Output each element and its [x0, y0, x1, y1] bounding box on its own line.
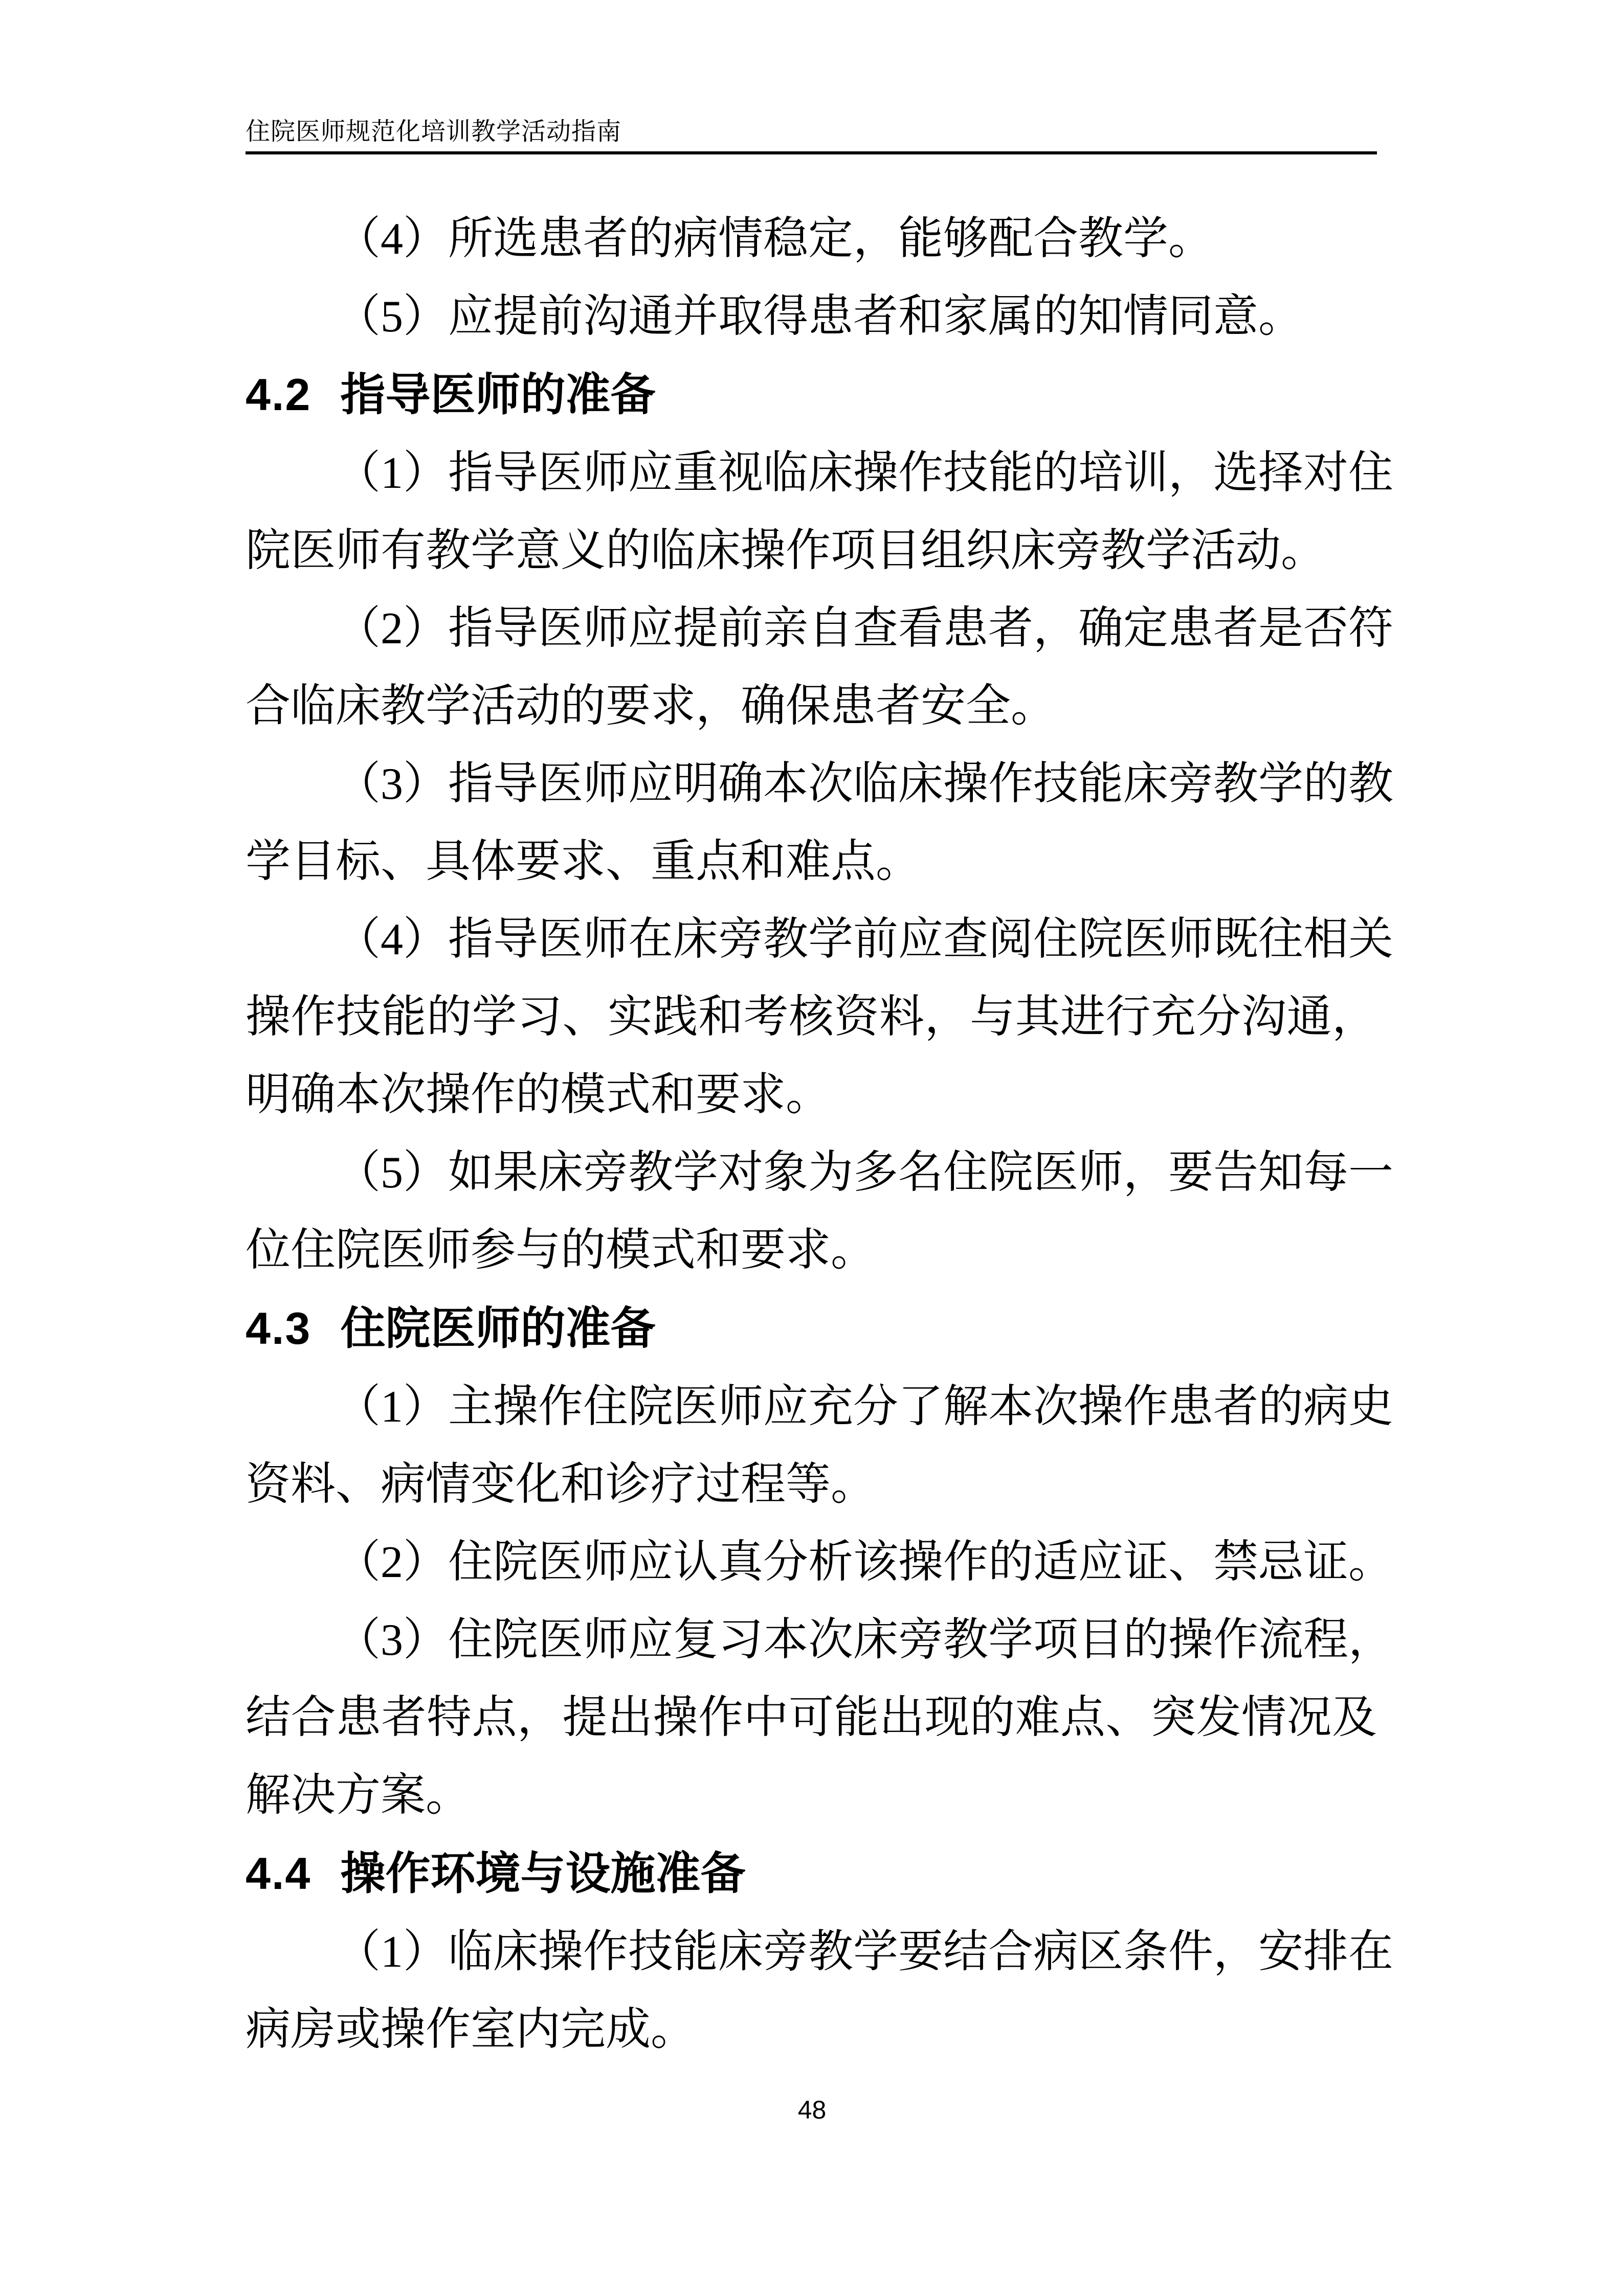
- paragraph-line: 合临床教学活动的要求，确保患者安全。: [246, 682, 1056, 731]
- section-heading: [246, 356, 1377, 435]
- section-heading: [246, 1835, 1377, 1914]
- paragraph-line: （5）应提前沟通并取得患者和家属的知情同意。: [336, 292, 1304, 342]
- paragraph-line: （5）如果床旁教学对象为多名住院医师，要告知每一: [336, 1148, 1394, 1198]
- running-header: [246, 119, 1377, 154]
- paragraph-line: 学目标、具体要求、重点和难点。: [246, 837, 921, 887]
- running-header-title: 住院医师规范化培训教学活动指南: [246, 118, 622, 145]
- paragraph-line: （3）住院医师应复习本次床旁教学项目的操作流程，: [336, 1615, 1394, 1665]
- paragraph-line: 操作技能的学习、实践和考核资料，与其进行充分沟通，: [246, 993, 1377, 1042]
- paragraph-line: （1）指导医师应重视临床操作技能的培训，选择对住: [336, 448, 1394, 498]
- paragraph-line: 解决方案。: [246, 1771, 471, 1820]
- paragraph-line: （4）指导医师在床旁教学前应查阅住院医师既往相关: [336, 915, 1394, 964]
- paragraph-line: 病房或操作室内完成。: [246, 2005, 696, 2055]
- section-number: 4.2: [246, 369, 312, 420]
- paragraph-line: （1）临床操作技能床旁教学要结合病区条件，安排在: [336, 1927, 1394, 1977]
- paragraph-line: （1）主操作住院医师应充分了解本次操作患者的病史: [336, 1382, 1394, 1432]
- section-title: 操作环境与设施准备: [340, 1850, 746, 1899]
- paragraph-line: 结合患者特点，提出操作中可能出现的难点、突发情况及: [246, 1693, 1377, 1743]
- document-body: [246, 200, 1394, 2069]
- paragraph-line: 院医师有教学意义的临床操作项目组织床旁教学活动。: [246, 526, 1326, 576]
- paragraph-line: 资料、病情变化和诊疗过程等。: [246, 1460, 876, 1510]
- paragraph-line: （2）指导医师应提前亲自查看患者，确定患者是否符: [336, 604, 1394, 654]
- section-title: 指导医师的准备: [340, 371, 656, 420]
- section-number: 4.4: [246, 1848, 312, 1899]
- paragraph-line: 明确本次操作的模式和要求。: [246, 1070, 831, 1120]
- section-number: 4.3: [246, 1303, 312, 1354]
- section-heading: [246, 1290, 1377, 1368]
- paragraph-line: 位住院医师参与的模式和要求。: [246, 1226, 876, 1275]
- section-title: 住院医师的准备: [340, 1304, 656, 1354]
- page-number: 48: [797, 2096, 827, 2124]
- paragraph-line: （2）住院医师应认真分析该操作的适应证、禁忌证。: [336, 1538, 1394, 1587]
- paragraph-line: （3）指导医师应明确本次临床操作技能床旁教学的教: [336, 759, 1394, 809]
- paragraph-line: （4）所选患者的病情稳定，能够配合教学。: [336, 214, 1214, 264]
